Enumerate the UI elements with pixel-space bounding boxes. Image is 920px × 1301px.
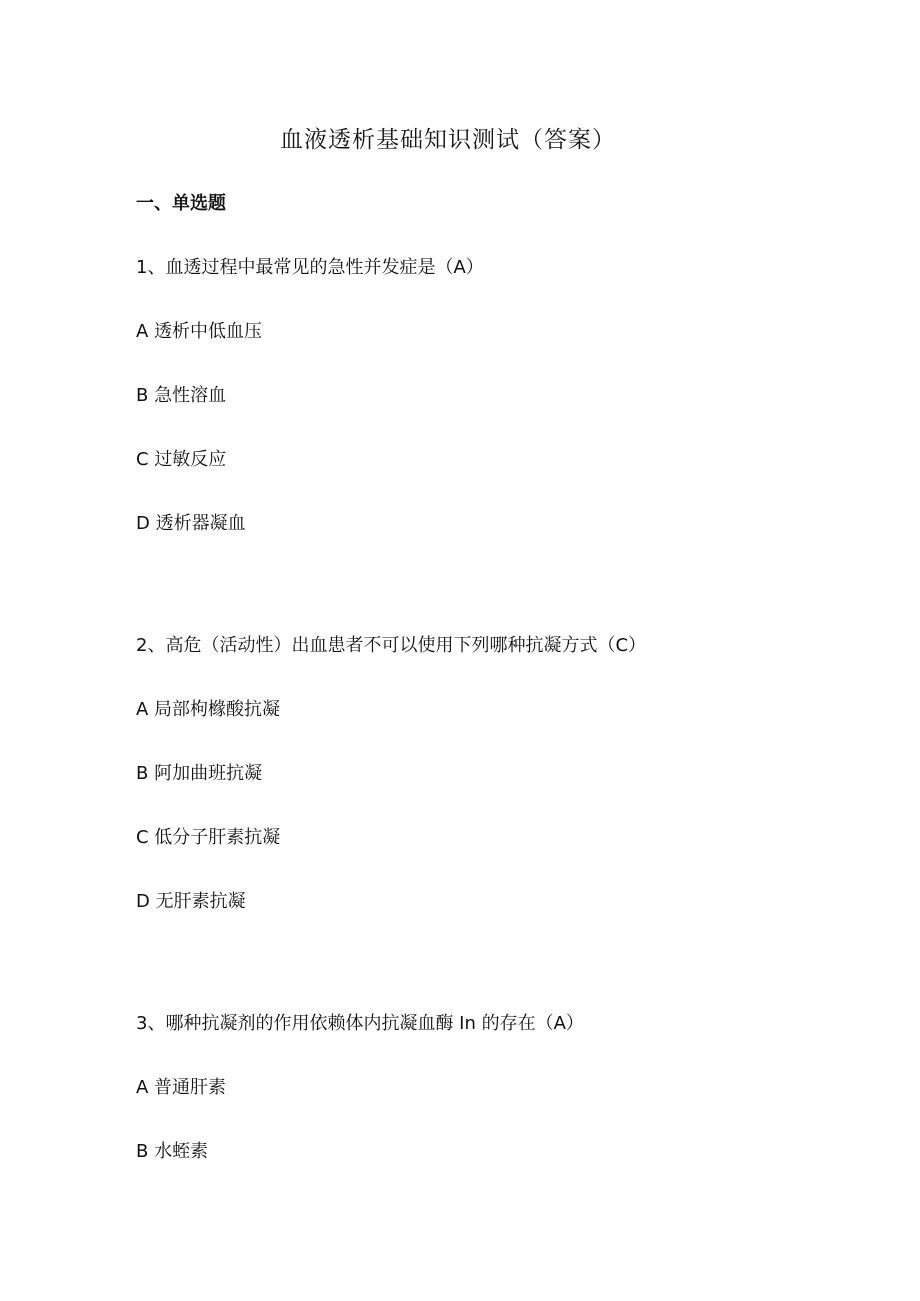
question-2-option-c: C 低分子肝素抗凝 bbox=[136, 827, 281, 848]
section-heading: 一、单选题 bbox=[136, 193, 226, 214]
question-2-stem: 2、高危（活动性）出血患者不可以使用下列哪种抗凝方式（C） bbox=[136, 635, 647, 656]
question-2-option-b: B 阿加曲班抗凝 bbox=[136, 763, 263, 784]
document-title: 血液透析基础知识测试（答案） bbox=[280, 127, 616, 153]
question-3-option-a: A 普通肝素 bbox=[136, 1077, 227, 1098]
question-1-option-b: B 急性溶血 bbox=[136, 385, 227, 406]
question-2-option-a: A 局部枸橼酸抗凝 bbox=[136, 699, 281, 720]
question-1-option-d: D 透析器凝血 bbox=[136, 513, 246, 534]
question-3-option-b: B 水蛭素 bbox=[136, 1141, 209, 1162]
question-1-option-a: A 透析中低血压 bbox=[136, 321, 263, 342]
question-2-option-d: D 无肝素抗凝 bbox=[136, 891, 246, 912]
question-1-stem: 1、血透过程中最常见的急性并发症是（A） bbox=[136, 257, 484, 278]
question-3-stem: 3、哪种抗凝剂的作用依赖体内抗凝血酶 In 的存在（A） bbox=[136, 1013, 584, 1034]
question-1-option-c: C 过敏反应 bbox=[136, 449, 227, 470]
